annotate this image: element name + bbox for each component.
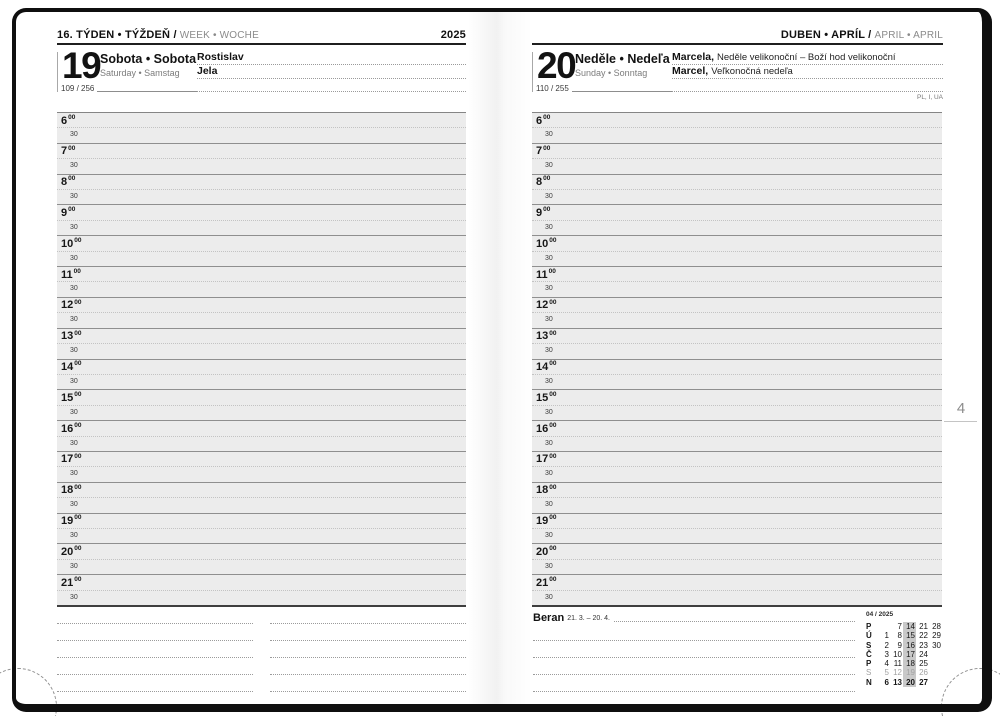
calendar-date: 29 xyxy=(932,631,941,641)
zodiac-line-fill xyxy=(614,621,855,622)
calendar-date: 6 xyxy=(884,677,889,687)
time-slot-10-30: 30 xyxy=(57,252,466,267)
calendar-date: 23 xyxy=(919,640,928,650)
holiday-line xyxy=(672,52,943,65)
calendar-date: 17 xyxy=(903,650,916,659)
calendar-date: 28 xyxy=(932,622,941,631)
calendar-date: 22 xyxy=(919,631,928,641)
time-slot-19-30: 30 xyxy=(532,529,942,544)
time-slot-10-00: $10^{00}$ xyxy=(57,236,466,251)
time-slot-17-00: $17^{00}$ xyxy=(57,452,466,467)
nameday-name: Rostislav xyxy=(197,51,244,64)
calendar-date: 21 xyxy=(919,622,928,631)
weekday-letter: Č xyxy=(866,649,872,659)
time-slot-6-00: $6^{00}$ xyxy=(532,113,942,128)
holiday-note: Neděle velikonoční – Boží hod velikonoční xyxy=(717,52,896,64)
time-slot-21-30: 30 xyxy=(70,593,78,601)
nameday-line xyxy=(197,79,466,92)
holiday-note: Veľkonočná nedeľa xyxy=(711,65,793,77)
week-title-bold: 16. TÝDEN • TÝŽDEŇ / xyxy=(57,29,177,41)
calendar-date xyxy=(929,678,942,687)
time-slot-18-00: $18^{00}$ xyxy=(57,483,466,498)
time-slot-13-30: 30 xyxy=(57,344,466,359)
note-line xyxy=(533,675,855,692)
weekday-letter: S xyxy=(866,668,872,678)
zodiac-name: Beran xyxy=(533,612,565,624)
calendar-date: 2 xyxy=(884,640,889,650)
zodiac-date-range: 21. 3. – 20. 4. xyxy=(567,615,610,622)
left-notes-column-1 xyxy=(57,607,253,692)
nameday-name: Marcela, xyxy=(672,51,715,64)
page-edge-tab: 4 xyxy=(956,400,966,417)
calendar-date: 12 xyxy=(893,668,902,678)
calendar-date xyxy=(929,659,942,668)
time-slot-7-00: $7^{00}$ xyxy=(57,144,466,159)
time-slot-11-30: 30 xyxy=(532,282,942,297)
weekday-letter: P xyxy=(866,622,872,631)
time-slot-18-00: $18^{00}$ xyxy=(532,483,942,498)
mini-calendar-row xyxy=(866,678,942,687)
corner-perforation-left xyxy=(0,668,57,716)
mini-calendar xyxy=(866,610,942,687)
time-slot-16-30: 30 xyxy=(532,437,942,452)
nameday-line xyxy=(197,65,466,78)
time-slot-14-00: $14^{00}$ xyxy=(532,360,942,375)
day-name-translation: Sunday • Sonntag xyxy=(575,68,648,78)
calendar-date: 3 xyxy=(884,649,889,659)
mini-calendar-row xyxy=(866,631,942,640)
day-number: 20 xyxy=(537,45,576,86)
calendar-date: 11 xyxy=(893,659,902,669)
year-label: 2025 xyxy=(440,29,466,41)
corner-perforation-right xyxy=(941,668,1000,716)
calendar-date: 8 xyxy=(897,631,902,641)
left-time-grid xyxy=(57,112,466,607)
time-slot-7-30: 30 xyxy=(57,159,466,174)
time-slot-13-00: $13^{00}$ xyxy=(57,329,466,344)
note-line xyxy=(270,641,466,658)
note-line xyxy=(270,658,466,675)
calendar-date xyxy=(929,650,942,659)
right-day-block xyxy=(532,45,672,96)
time-slot-10-30: 30 xyxy=(532,252,942,267)
time-slot-20-00: $20^{00}$ xyxy=(532,544,942,559)
note-line xyxy=(57,658,253,675)
time-slot-19-30: 30 xyxy=(57,529,466,544)
time-slot-21-00: $21^{00}$ xyxy=(57,575,466,590)
month-title-light: APRIL • APRIL xyxy=(874,30,943,41)
day-of-year-counter: 109 / 256 xyxy=(61,84,95,93)
right-month-header xyxy=(532,27,943,45)
right-time-grid xyxy=(532,112,942,607)
note-line xyxy=(270,607,466,624)
calendar-date: 14 xyxy=(903,622,916,631)
time-slot-6-30: 30 xyxy=(57,128,466,143)
time-slot-9-00: $9^{00}$ xyxy=(57,205,466,220)
time-slot-20-30: 30 xyxy=(532,560,942,575)
calendar-date: 20 xyxy=(903,678,916,687)
nameday-line xyxy=(197,52,466,65)
day-name: Neděle • Nedeľa xyxy=(575,52,670,66)
note-line xyxy=(57,607,253,624)
time-slot-15-00: $15^{00}$ xyxy=(532,390,942,405)
note-line xyxy=(270,675,466,692)
week-title-light: WEEK • WOCHE xyxy=(179,30,259,41)
calendar-date xyxy=(929,668,942,677)
time-slot-8-30: 30 xyxy=(532,190,942,205)
time-slot-8-00: $8^{00}$ xyxy=(532,175,942,190)
time-slot-16-00: $16^{00}$ xyxy=(57,421,466,436)
mini-calendar-row xyxy=(866,650,942,659)
time-slot-14-00: $14^{00}$ xyxy=(57,360,466,375)
mini-calendar-row xyxy=(866,668,942,677)
time-slot-11-00: $11^{00}$ xyxy=(532,267,942,282)
time-slot-20-00: $20^{00}$ xyxy=(57,544,466,559)
month-title-bold: DUBEN • APRÍL / xyxy=(780,29,872,41)
day-number: 19 xyxy=(62,45,101,86)
left-notes-column-2 xyxy=(270,607,466,692)
calendar-date: 25 xyxy=(919,659,928,669)
calendar-date: 4 xyxy=(884,659,889,669)
time-slot-9-30: 30 xyxy=(57,221,466,236)
time-slot-13-00: $13^{00}$ xyxy=(532,329,942,344)
calendar-date: 27 xyxy=(919,677,928,687)
time-slot-12-00: $12^{00}$ xyxy=(532,298,942,313)
holiday-country-codes: PL, I, UA xyxy=(916,94,943,101)
holiday-line xyxy=(672,79,943,92)
right-notes-lines xyxy=(533,624,855,692)
calendar-date: 13 xyxy=(893,677,902,687)
month-title xyxy=(781,29,943,41)
time-slot-8-30: 30 xyxy=(57,190,466,205)
calendar-date: 18 xyxy=(903,659,916,668)
left-week-header xyxy=(57,27,466,45)
mini-calendar-body xyxy=(866,622,942,687)
day-block-underline xyxy=(572,91,673,92)
zodiac-line xyxy=(533,606,855,624)
time-slot-12-30: 30 xyxy=(532,313,942,328)
time-slot-15-30: 30 xyxy=(532,406,942,421)
time-slot-14-30: 30 xyxy=(57,375,466,390)
note-line xyxy=(533,641,855,658)
mini-calendar-row xyxy=(866,641,942,650)
time-slot-12-00: $12^{00}$ xyxy=(57,298,466,313)
note-line xyxy=(270,624,466,641)
time-slot-15-30: 30 xyxy=(57,406,466,421)
time-slot-6-30: 30 xyxy=(532,128,942,143)
weekday-letter: N xyxy=(866,677,872,687)
day-block-underline xyxy=(97,91,198,92)
time-slot-10-00: $10^{00}$ xyxy=(532,236,942,251)
calendar-date: 19 xyxy=(903,668,916,677)
time-slot-16-30: 30 xyxy=(57,437,466,452)
right-holiday-lines xyxy=(672,52,943,92)
day-block-rule xyxy=(532,52,533,92)
left-nameday-lines xyxy=(197,52,466,92)
time-slot-13-30: 30 xyxy=(532,344,942,359)
calendar-date: 30 xyxy=(932,640,941,650)
note-line xyxy=(533,658,855,675)
calendar-date: 10 xyxy=(893,649,902,659)
weekday-letter: P xyxy=(866,659,872,669)
time-slot-9-30: 30 xyxy=(532,221,942,236)
weekday-letter: Ú xyxy=(866,631,872,641)
nameday-name: Marcel, xyxy=(672,64,709,77)
time-slot-7-30: 30 xyxy=(532,159,942,174)
time-slot-16-00: $16^{00}$ xyxy=(532,421,942,436)
nameday-name: Jela xyxy=(197,64,218,77)
time-slot-21-00: $21^{00}$ xyxy=(532,575,942,590)
calendar-date: 15 xyxy=(903,631,916,640)
day-name: Sobota • Sobota xyxy=(100,52,197,66)
day-block-rule xyxy=(57,52,58,92)
time-slot-20-30: 30 xyxy=(57,560,466,575)
time-slot-17-00: $17^{00}$ xyxy=(532,452,942,467)
mini-calendar-title: 04 / 2025 xyxy=(866,611,894,618)
time-slot-21-30: 30 xyxy=(545,593,553,601)
calendar-date: 7 xyxy=(897,622,902,631)
time-slot-17-30: 30 xyxy=(532,467,942,482)
time-slot-17-30: 30 xyxy=(57,467,466,482)
calendar-date xyxy=(877,622,890,631)
calendar-date: 9 xyxy=(897,640,902,650)
time-slot-14-30: 30 xyxy=(532,375,942,390)
time-slot-18-30: 30 xyxy=(57,498,466,513)
time-slot-8-00: $8^{00}$ xyxy=(57,175,466,190)
holiday-line xyxy=(672,65,943,78)
time-slot-12-30: 30 xyxy=(57,313,466,328)
time-slot-6-00: $6^{00}$ xyxy=(57,113,466,128)
calendar-date: 24 xyxy=(919,649,928,659)
time-slot-11-30: 30 xyxy=(57,282,466,297)
note-line xyxy=(533,624,855,641)
calendar-date: 26 xyxy=(919,668,928,678)
weekday-letter: S xyxy=(866,640,872,650)
calendar-date: 16 xyxy=(903,641,916,650)
time-slot-11-00: $11^{00}$ xyxy=(57,267,466,282)
calendar-date: 1 xyxy=(884,631,889,641)
left-day-block xyxy=(57,45,197,96)
week-title xyxy=(57,29,259,41)
mini-calendar-row xyxy=(866,622,942,631)
note-line xyxy=(57,641,253,658)
time-slot-9-00: $9^{00}$ xyxy=(532,205,942,220)
page-gutter xyxy=(468,12,532,704)
note-line xyxy=(57,675,253,692)
note-line xyxy=(57,624,253,641)
day-of-year-counter: 110 / 255 xyxy=(536,84,569,93)
day-name-translation: Saturday • Samstag xyxy=(100,68,180,78)
time-slot-7-00: $7^{00}$ xyxy=(532,144,942,159)
time-slot-18-30: 30 xyxy=(532,498,942,513)
time-slot-15-00: $15^{00}$ xyxy=(57,390,466,405)
time-slot-19-00: $19^{00}$ xyxy=(57,514,466,529)
time-slot-19-00: $19^{00}$ xyxy=(532,514,942,529)
page-edge-tab-line xyxy=(944,421,977,422)
mini-calendar-row xyxy=(866,659,942,668)
calendar-date: 5 xyxy=(884,668,889,678)
